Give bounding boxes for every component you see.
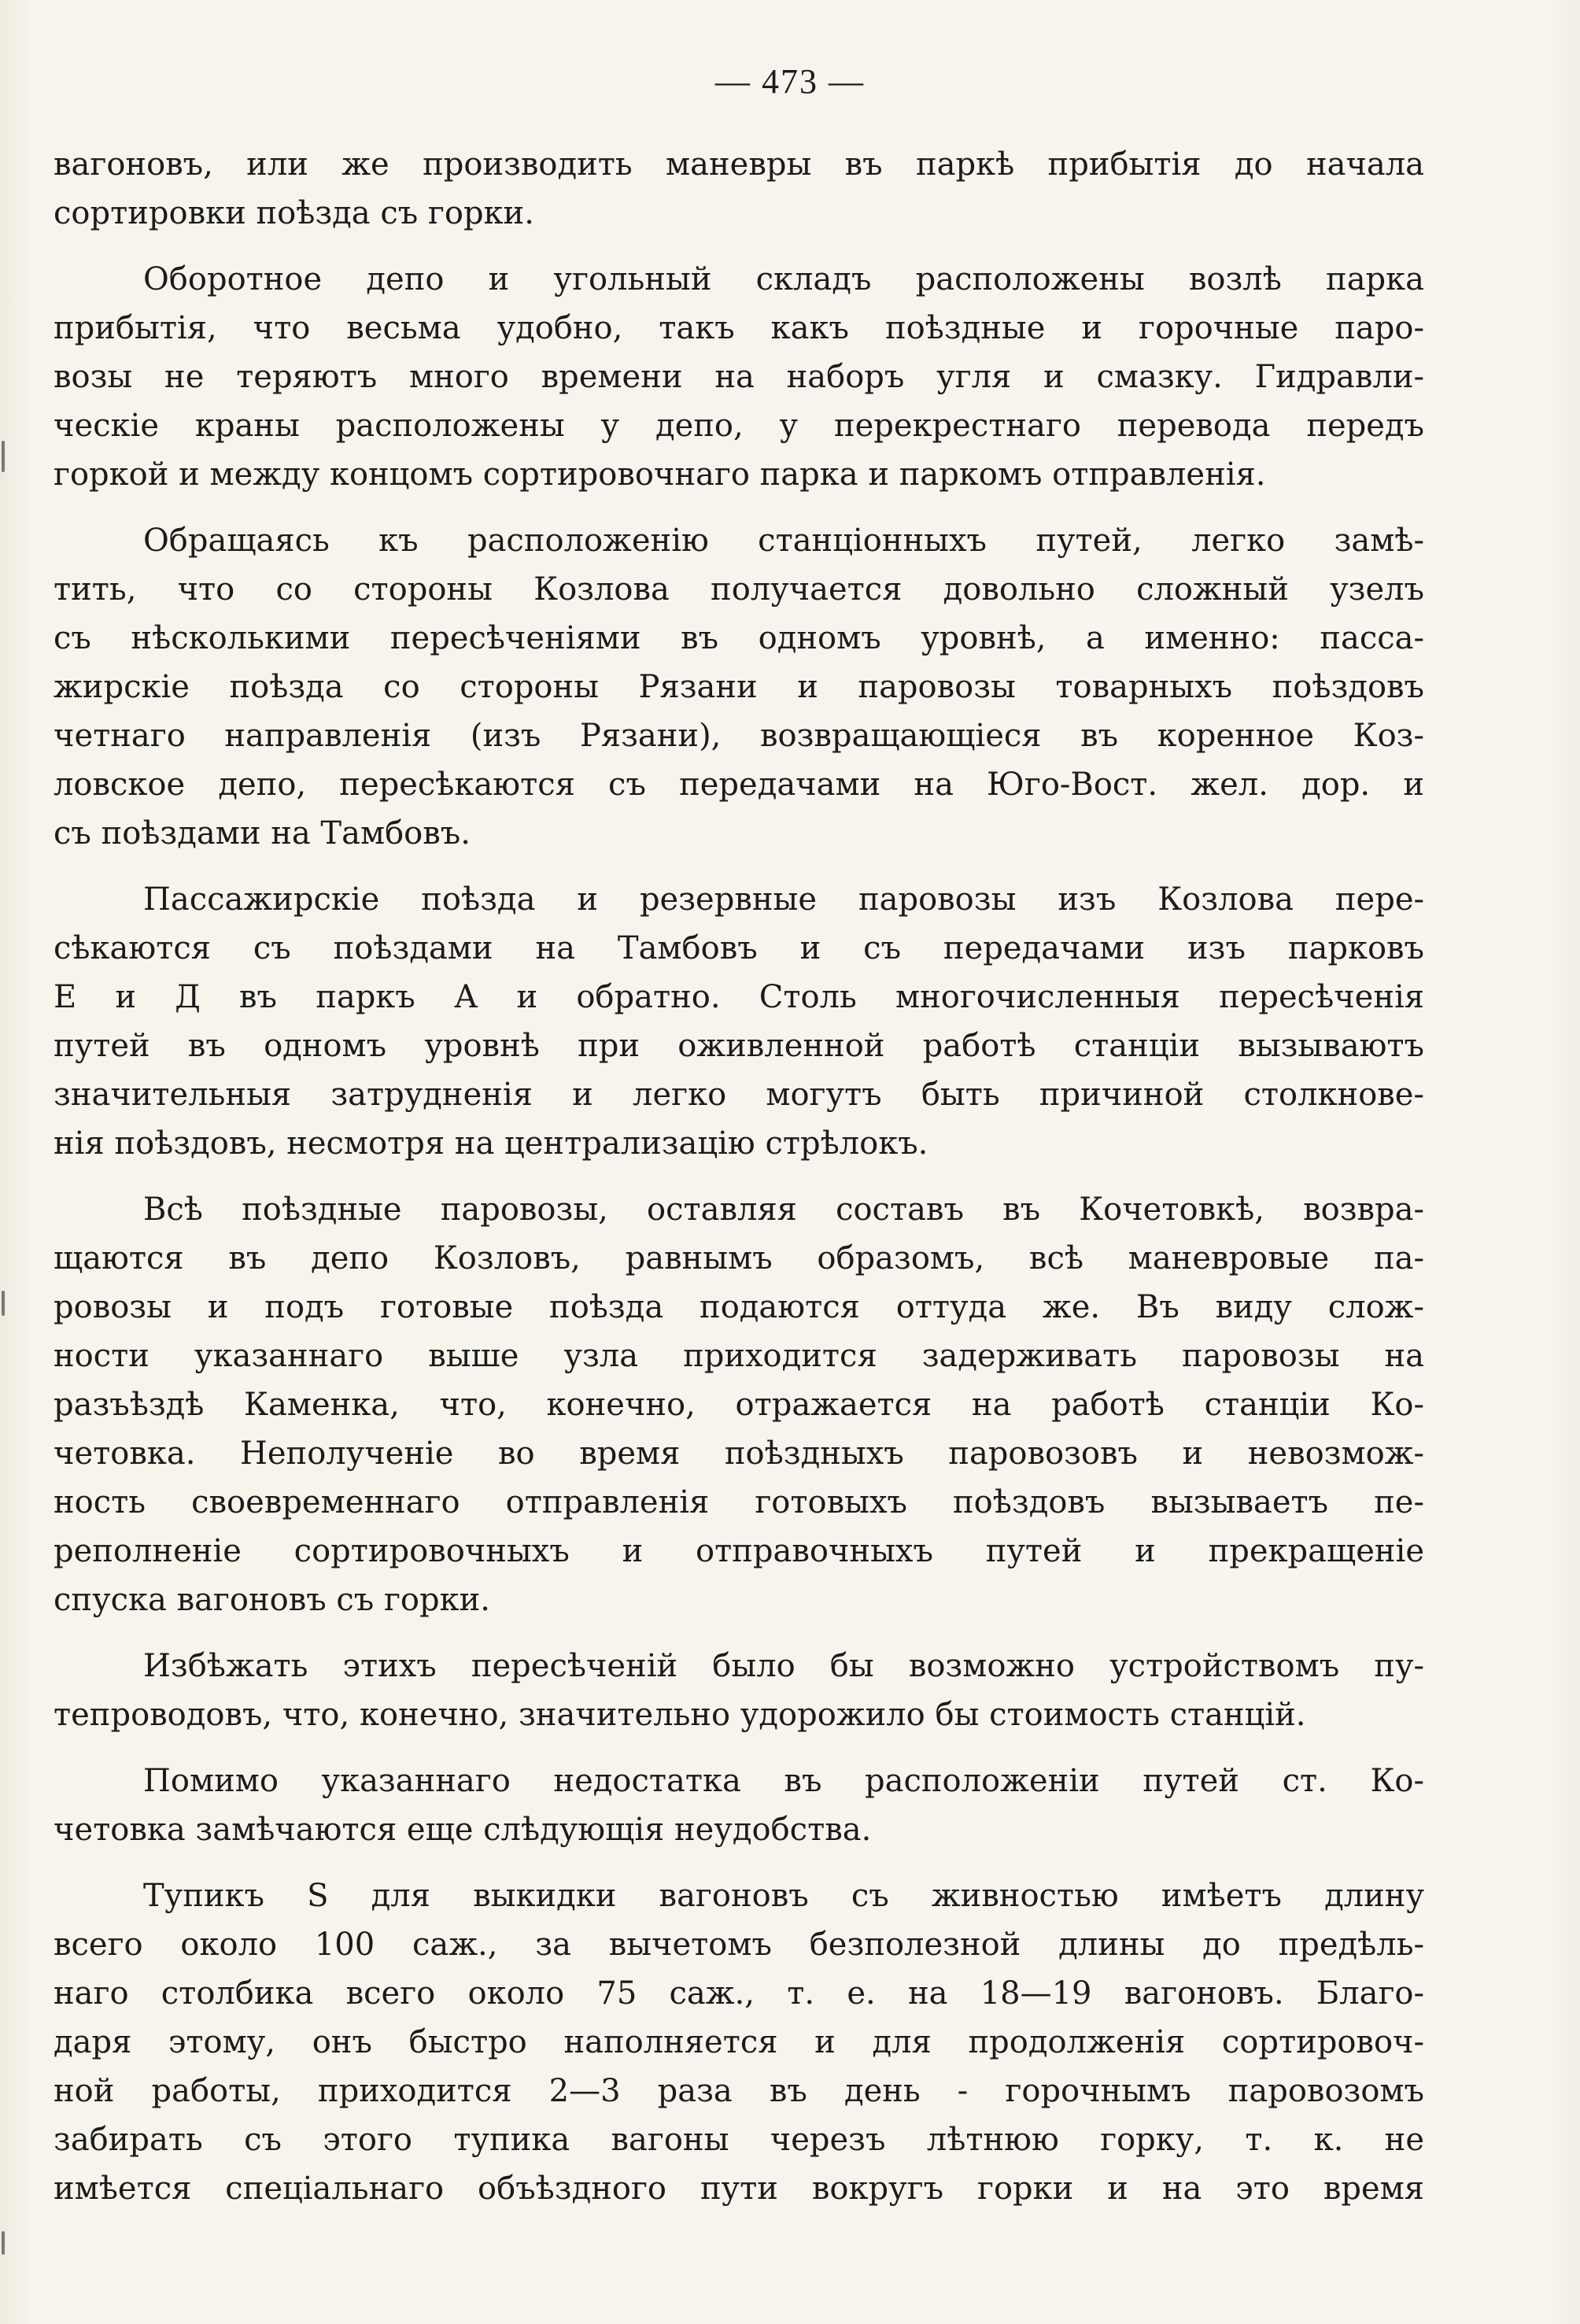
- text-line: Избѣжать этихъ пересѣченій было бы возможно устройствомъ пу-: [143, 1648, 1424, 1684]
- text-line: сѣкаются съ поѣздами на Тамбовъ и съ передачами изъ парковъ: [54, 930, 1424, 966]
- text-line: Помимо указаннаго недостатка въ расположеніи путей ст. Ко-: [143, 1763, 1424, 1799]
- text-line: ности указаннаго выше узла приходится задерживать паровозы на: [54, 1338, 1424, 1374]
- text-line: Обращаясь къ расположенію станціонныхъ путей, легко замѣ-: [143, 523, 1424, 559]
- margin-mark: [2, 1291, 5, 1316]
- margin-mark: [2, 2231, 5, 2255]
- text-line: щаются въ депо Козловъ, равнымъ образомъ, всѣ маневровые па-: [54, 1240, 1424, 1277]
- body-text: [54, 140, 1424, 2281]
- paragraph: [54, 1642, 1424, 1739]
- text-line: ловское депо, пересѣкаются съ передачами на Юго-Вост. жел. дор. и: [54, 767, 1424, 803]
- text-line: даря этому, онъ быстро наполняется и для продолженія сортировоч-: [54, 2024, 1424, 2060]
- margin-mark: [2, 441, 5, 472]
- text-line: четовка замѣчаются еще слѣдующія неудобства.: [54, 1812, 872, 1848]
- text-line: горкой и между концомъ сортировочнаго парка и паркомъ отправленія.: [54, 456, 1266, 493]
- paragraph: [54, 516, 1424, 858]
- paragraph: [54, 875, 1424, 1168]
- paragraph-gap: [54, 238, 1424, 255]
- paragraph: [54, 255, 1424, 499]
- text-line: ность своевременнаго отправленія готовыхъ поѣздовъ вызываетъ пе-: [54, 1484, 1424, 1520]
- text-line: вагоновъ, или же производить маневры въ паркѣ прибытія до начала: [54, 146, 1424, 183]
- text-line: ческіе краны расположены у депо, у перекрестнаго перевода передъ: [54, 408, 1424, 444]
- text-line: четнаго направленія (изъ Рязани), возвращающіеся въ коренное Коз-: [54, 718, 1424, 754]
- text-line: возы не теряютъ много времени на наборъ угля и смазку. Гидравли-: [54, 359, 1424, 395]
- paragraph: [54, 140, 1424, 238]
- text-line: ровозы и подъ готовые поѣзда подаются оттуда же. Въ виду слож-: [54, 1289, 1424, 1325]
- text-line: прибытія, что весьма удобно, такъ какъ поѣздные и горочные паро-: [54, 310, 1424, 346]
- paragraph-gap: [54, 1854, 1424, 1871]
- text-line: спуска вагоновъ съ горки.: [54, 1582, 490, 1618]
- text-line: жирскіе поѣзда со стороны Рязани и паровозы товарныхъ поѣздовъ: [54, 669, 1424, 705]
- text-line: всего около 100 саж., за вычетомъ безполезной длины до предѣль-: [54, 1927, 1424, 1963]
- paragraph: [54, 1757, 1424, 1854]
- text-line: Пассажирскіе поѣзда и резервные паровозы изъ Козлова пере-: [143, 881, 1424, 918]
- text-line: забирать съ этого тупика вагоны черезъ лѣтнюю горку, т. к. не: [54, 2122, 1424, 2158]
- text-line: разъѣздѣ Каменка, что, конечно, отражается на работѣ станціи Ко-: [54, 1387, 1424, 1423]
- text-line: ной работы, приходится 2—3 раза въ день - горочнымъ паровозомъ: [54, 2073, 1424, 2109]
- text-line: тепроводовъ, что, конечно, значительно удорожило бы стоимость станцій.: [54, 1697, 1306, 1733]
- text-line: значительныя затрудненія и легко могутъ быть причиной столкнове-: [54, 1077, 1424, 1113]
- paragraph-gap: [54, 1739, 1424, 1757]
- paragraph: [54, 1871, 1424, 2213]
- text-line: сортировки поѣзда съ горки.: [54, 195, 534, 231]
- text-line: Оборотное депо и угольный складъ расположены возлѣ парка: [143, 261, 1424, 297]
- text-line: Тупикъ S для выкидки вагоновъ съ живностью имѣетъ длину: [143, 1878, 1424, 1914]
- text-line: наго столбика всего около 75 саж., т. е. на 18—19 вагоновъ. Благо-: [54, 1975, 1424, 2012]
- paragraph-gap: [54, 1624, 1424, 1642]
- text-line: реполненіе сортировочныхъ и отправочныхъ путей и прекращеніе: [54, 1533, 1424, 1569]
- paragraph: [54, 1185, 1424, 1624]
- text-line: нія поѣздовъ, несмотря на централизацію стрѣлокъ.: [54, 1125, 928, 1162]
- text-line: имѣется спеціальнаго объѣздного пути вокругъ горки и на это время: [54, 2171, 1424, 2207]
- text-line: четовка. Неполученіе во время поѣздныхъ паровозовъ и невозмож-: [54, 1435, 1424, 1472]
- text-line: тить, что со стороны Козлова получается довольно сложный узелъ: [54, 571, 1424, 608]
- paragraph-gap: [54, 1168, 1424, 1185]
- text-line: путей въ одномъ уровнѣ при оживленной работѣ станціи вызываютъ: [54, 1028, 1424, 1064]
- text-line: Е и Д въ паркъ А и обратно. Столь многочисленныя пересѣченія: [54, 979, 1424, 1015]
- paragraph-gap: [54, 858, 1424, 875]
- text-line: съ нѣсколькими пересѣченіями въ одномъ уровнѣ, а именно: пасса-: [54, 620, 1424, 656]
- text-line: съ поѣздами на Тамбовъ.: [54, 815, 471, 852]
- paragraph-gap: [54, 499, 1424, 516]
- text-line: Всѣ поѣздные паровозы, оставляя составъ въ Кочетовкѣ, возвра-: [143, 1192, 1424, 1228]
- page-number: — 473 —: [715, 62, 865, 101]
